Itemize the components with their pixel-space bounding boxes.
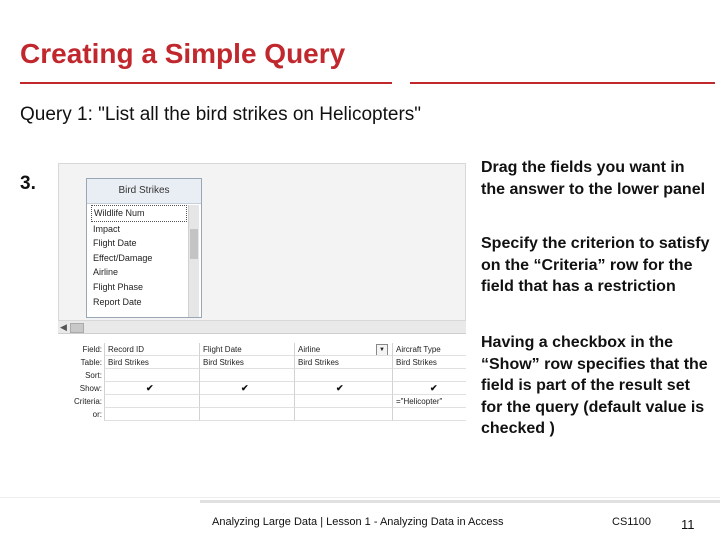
horizontal-scroll-thumb[interactable]	[70, 323, 84, 333]
grid-cell-field-2[interactable]: Flight Date	[199, 343, 294, 356]
grid-cell-sort-4[interactable]	[392, 369, 466, 382]
grid-cell-criteria-3[interactable]	[294, 395, 392, 408]
grid-cell-criteria-2[interactable]	[199, 395, 294, 408]
show-checkbox-3[interactable]: ✔	[336, 383, 344, 393]
table-field-list[interactable]	[86, 178, 202, 318]
show-checkbox-2[interactable]: ✔	[241, 383, 249, 393]
grid-cell-criteria-1[interactable]	[104, 395, 199, 408]
chevron-left-icon[interactable]: ◀	[60, 322, 67, 332]
grid-cell-table-1[interactable]: Bird Strikes	[104, 356, 199, 369]
grid-cell-table-3[interactable]: Bird Strikes	[294, 356, 392, 369]
grid-cell-or-3[interactable]	[294, 408, 392, 421]
field-item-wildlife-num[interactable]: Wildlife Num	[91, 205, 187, 222]
chevron-down-icon[interactable]: ▼	[376, 344, 388, 356]
footer-text: Analyzing Large Data | Lesson 1 - Analyzing Data in Access	[212, 516, 504, 528]
footer-divider-light	[0, 497, 720, 498]
grid-cell-sort-3[interactable]	[294, 369, 392, 382]
field-list-scroll-thumb[interactable]	[190, 229, 198, 259]
field-item-impact[interactable]: Impact	[93, 223, 121, 234]
show-checkbox-4[interactable]: ✔	[430, 383, 438, 393]
field-item-flight-phase[interactable]: Flight Phase	[93, 281, 144, 292]
title-underline	[20, 82, 715, 84]
field-item-effect-damage[interactable]: Effect/Damage	[93, 252, 153, 263]
slide-subtitle: Query 1: "List all the bird strikes on Helicopters"	[20, 104, 422, 125]
grid-cell-sort-1[interactable]	[104, 369, 199, 382]
row-label-field: Field:	[82, 345, 102, 354]
grid-cell-or-2[interactable]	[199, 408, 294, 421]
grid-row-field	[58, 343, 466, 356]
grid-cell-show-4	[392, 382, 466, 395]
table-name: Bird Strikes	[87, 179, 201, 204]
grid-cell-show-3	[294, 382, 392, 395]
grid-cell-field-3[interactable]	[294, 343, 392, 356]
note-drag-fields: Drag the fields you want in the answer to the lower panel	[481, 159, 706, 198]
grid-row-sort	[58, 369, 466, 382]
title-underline-gap	[392, 80, 410, 86]
table-pane	[58, 163, 466, 321]
field-list-scrollbar[interactable]	[188, 205, 199, 317]
grid-row-table	[58, 356, 466, 369]
grid-row-show	[58, 382, 466, 395]
grid-cell-table-2[interactable]: Bird Strikes	[199, 356, 294, 369]
row-label-table: Table:	[80, 358, 102, 367]
grid-row-criteria	[58, 395, 466, 408]
grid-row-or	[58, 408, 466, 421]
page-number: 11	[681, 517, 695, 532]
field-list	[91, 205, 187, 317]
grid-cell-criteria-4[interactable]: ="Helicopter"	[392, 395, 466, 408]
show-checkbox-1[interactable]: ✔	[146, 383, 154, 393]
row-label-criteria: Criteria:	[73, 397, 102, 406]
slide-title: Creating a Simple Query	[20, 38, 346, 69]
field-item-report-date[interactable]: Report Date	[93, 296, 142, 307]
row-label-sort: Sort:	[85, 371, 102, 380]
grid-cell-show-2	[199, 382, 294, 395]
query-design-screenshot	[58, 163, 466, 425]
field-item-flight-date[interactable]: Flight Date	[93, 238, 137, 249]
grid-cell-field-1[interactable]: Record ID	[104, 343, 199, 356]
footer-course: CS1100	[612, 516, 651, 528]
field-item-airline[interactable]: Airline	[93, 267, 119, 278]
grid-cell-or-4[interactable]	[392, 408, 466, 421]
row-label-show: Show:	[79, 384, 102, 393]
grid-cell-sort-2[interactable]	[199, 369, 294, 382]
footer-divider	[200, 500, 720, 503]
query-design-grid	[58, 343, 466, 425]
grid-cell-field-4[interactable]: Aircraft Type	[392, 343, 466, 356]
row-label-or: or:	[92, 410, 102, 419]
note-criterion: Specify the criterion to satisfy on the “Criteria” row for the field that has a restriction	[481, 235, 710, 295]
grid-cell-or-1[interactable]	[104, 408, 199, 421]
grid-cell-show-1	[104, 382, 199, 395]
note-show-checkbox: Having a checkbox in the “Show” row specifies that the field is part of the result set for the query (default value is checked )	[481, 334, 708, 437]
grid-cell-field-3-text: Airline	[298, 345, 321, 354]
horizontal-scrollbar[interactable]	[58, 321, 466, 334]
grid-cell-table-4[interactable]: Bird Strikes	[392, 356, 466, 369]
step-number: 3.	[20, 173, 36, 194]
